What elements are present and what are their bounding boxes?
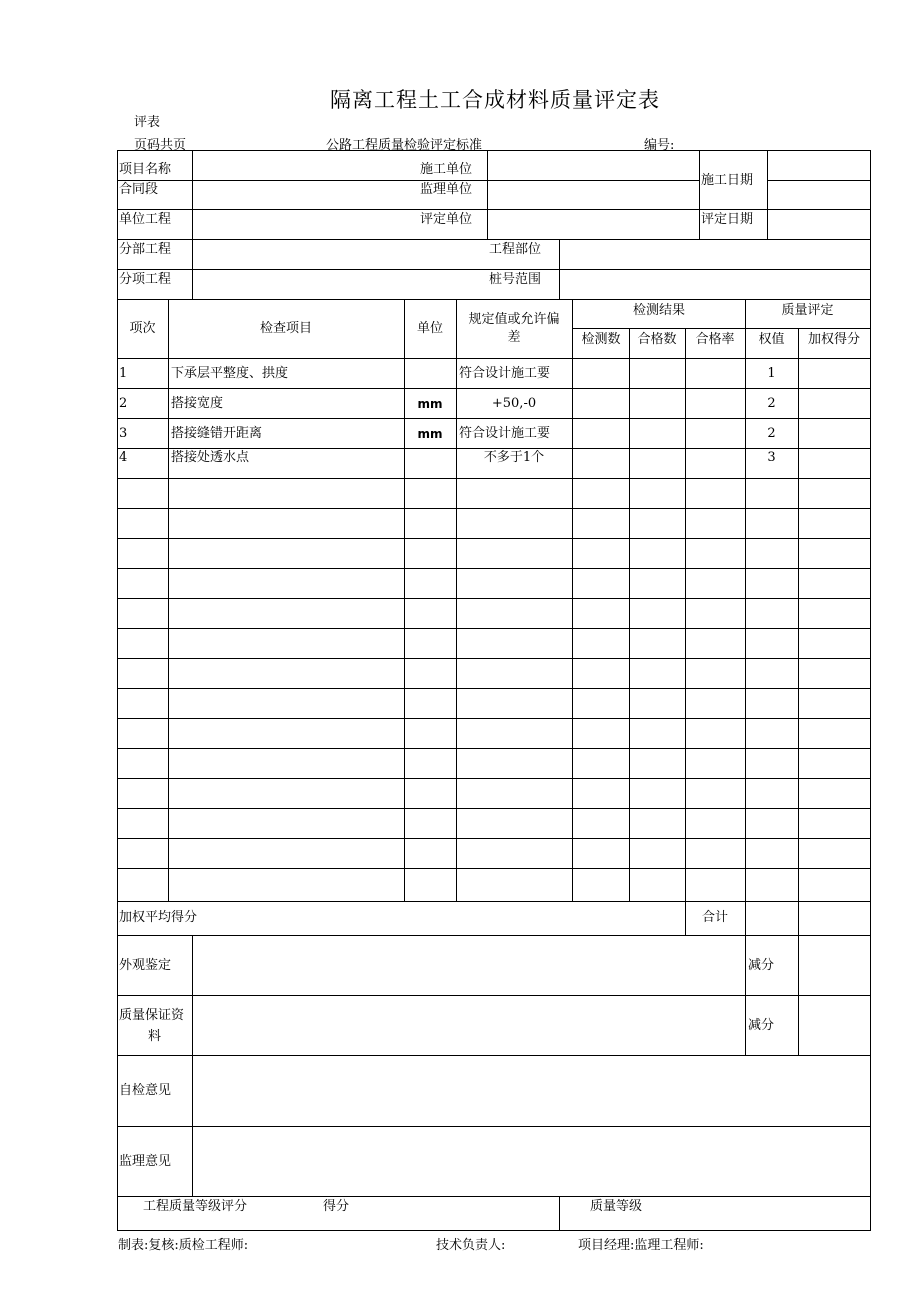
test-count-header: 检测数 xyxy=(581,332,621,347)
project-location-label: 工程部位 xyxy=(489,242,542,257)
test-results-header: 检测结果 xyxy=(632,303,685,318)
row-1-no: 1 xyxy=(119,366,128,381)
evaluation-unit-label: 评定单位 xyxy=(420,212,473,227)
row-4-spec: 不多于1个 xyxy=(483,450,545,465)
construction-unit-label: 施工单位 xyxy=(420,162,473,177)
supervision-unit-label: 监理单位 xyxy=(420,182,473,197)
footer-pm: 项目经理:监理工程师: xyxy=(578,1238,704,1253)
footer-prepared: 制表:复核:质检工程师: xyxy=(118,1238,249,1253)
weighted-avg-label: 加权平均得分 xyxy=(119,910,198,925)
row-4-no: 4 xyxy=(119,450,128,465)
supervision-opinion-label: 监理意见 xyxy=(119,1154,172,1169)
weighted-score-header: 加权得分 xyxy=(807,332,860,347)
row-3-unit: mm xyxy=(417,427,443,441)
row-2-unit: mm xyxy=(417,397,443,411)
check-item-header: 检查项目 xyxy=(259,321,312,336)
row-2-weight: 2 xyxy=(767,396,776,411)
construction-date-label: 施工日期 xyxy=(701,173,754,188)
quality-docs-label-line2: 料 xyxy=(147,1029,161,1044)
row-4-weight: 3 xyxy=(767,450,776,465)
unit-header: 单位 xyxy=(416,321,443,336)
pass-rate-header: 合格率 xyxy=(695,332,735,347)
self-check-label: 自检意见 xyxy=(119,1083,172,1098)
spec-value-header-line2: 差 xyxy=(507,330,521,345)
pass-count-header: 合格数 xyxy=(637,332,677,347)
row-3-no: 3 xyxy=(119,426,128,441)
evaluation-date-label: 评定日期 xyxy=(701,212,754,227)
row-2-spec: +50,-0 xyxy=(491,396,537,411)
row-1-item: 下承层平整度、拱度 xyxy=(171,366,289,381)
appearance-label: 外观鉴定 xyxy=(119,958,172,973)
unit-project-label: 单位工程 xyxy=(119,212,172,227)
row-3-item: 搭接缝错开距离 xyxy=(171,426,263,441)
total-label: 合计 xyxy=(702,910,729,925)
footer-tech-lead: 技术负责人: xyxy=(436,1238,506,1253)
grade-eval-label: 工程质量等级评分 xyxy=(143,1199,248,1214)
weight-header: 权值 xyxy=(758,332,785,347)
row-3-spec: 符合设计施工要 xyxy=(459,426,551,441)
serial-label: 编号: xyxy=(644,138,675,153)
row-2-no: 2 xyxy=(119,396,128,411)
score-label: 得分 xyxy=(323,1199,350,1214)
item-no-header: 项次 xyxy=(129,321,156,336)
standard-name: 公路工程质量检验评定标准 xyxy=(326,138,483,153)
page-title: 隔离工程土工合成材料质量评定表 xyxy=(330,88,660,112)
form-number: 评表 xyxy=(134,115,161,130)
project-name-label: 项目名称 xyxy=(119,162,172,177)
quality-docs-label-line1: 质量保证资 xyxy=(119,1008,185,1023)
spec-value-header-line1: 规定值或允许偏 xyxy=(468,312,560,327)
row-2-item: 搭接宽度 xyxy=(171,396,224,411)
sub-item-project-label: 分项工程 xyxy=(119,272,172,287)
quality-eval-header: 质量评定 xyxy=(781,303,834,318)
page-info: 页码共页 xyxy=(134,138,187,153)
division-project-label: 分部工程 xyxy=(119,242,172,257)
row-1-weight: 1 xyxy=(767,366,776,381)
row-3-weight: 2 xyxy=(767,426,776,441)
quality-grade-label: 质量等级 xyxy=(590,1199,643,1214)
docs-deduct-label: 减分 xyxy=(748,1018,775,1033)
row-1-spec: 符合设计施工要 xyxy=(459,366,551,381)
appearance-deduct-label: 减分 xyxy=(748,958,775,973)
chainage-range-label: 桩号范围 xyxy=(489,272,542,287)
contract-section-label: 合同段 xyxy=(119,182,159,197)
row-4-item: 搭接处透水点 xyxy=(171,450,250,465)
